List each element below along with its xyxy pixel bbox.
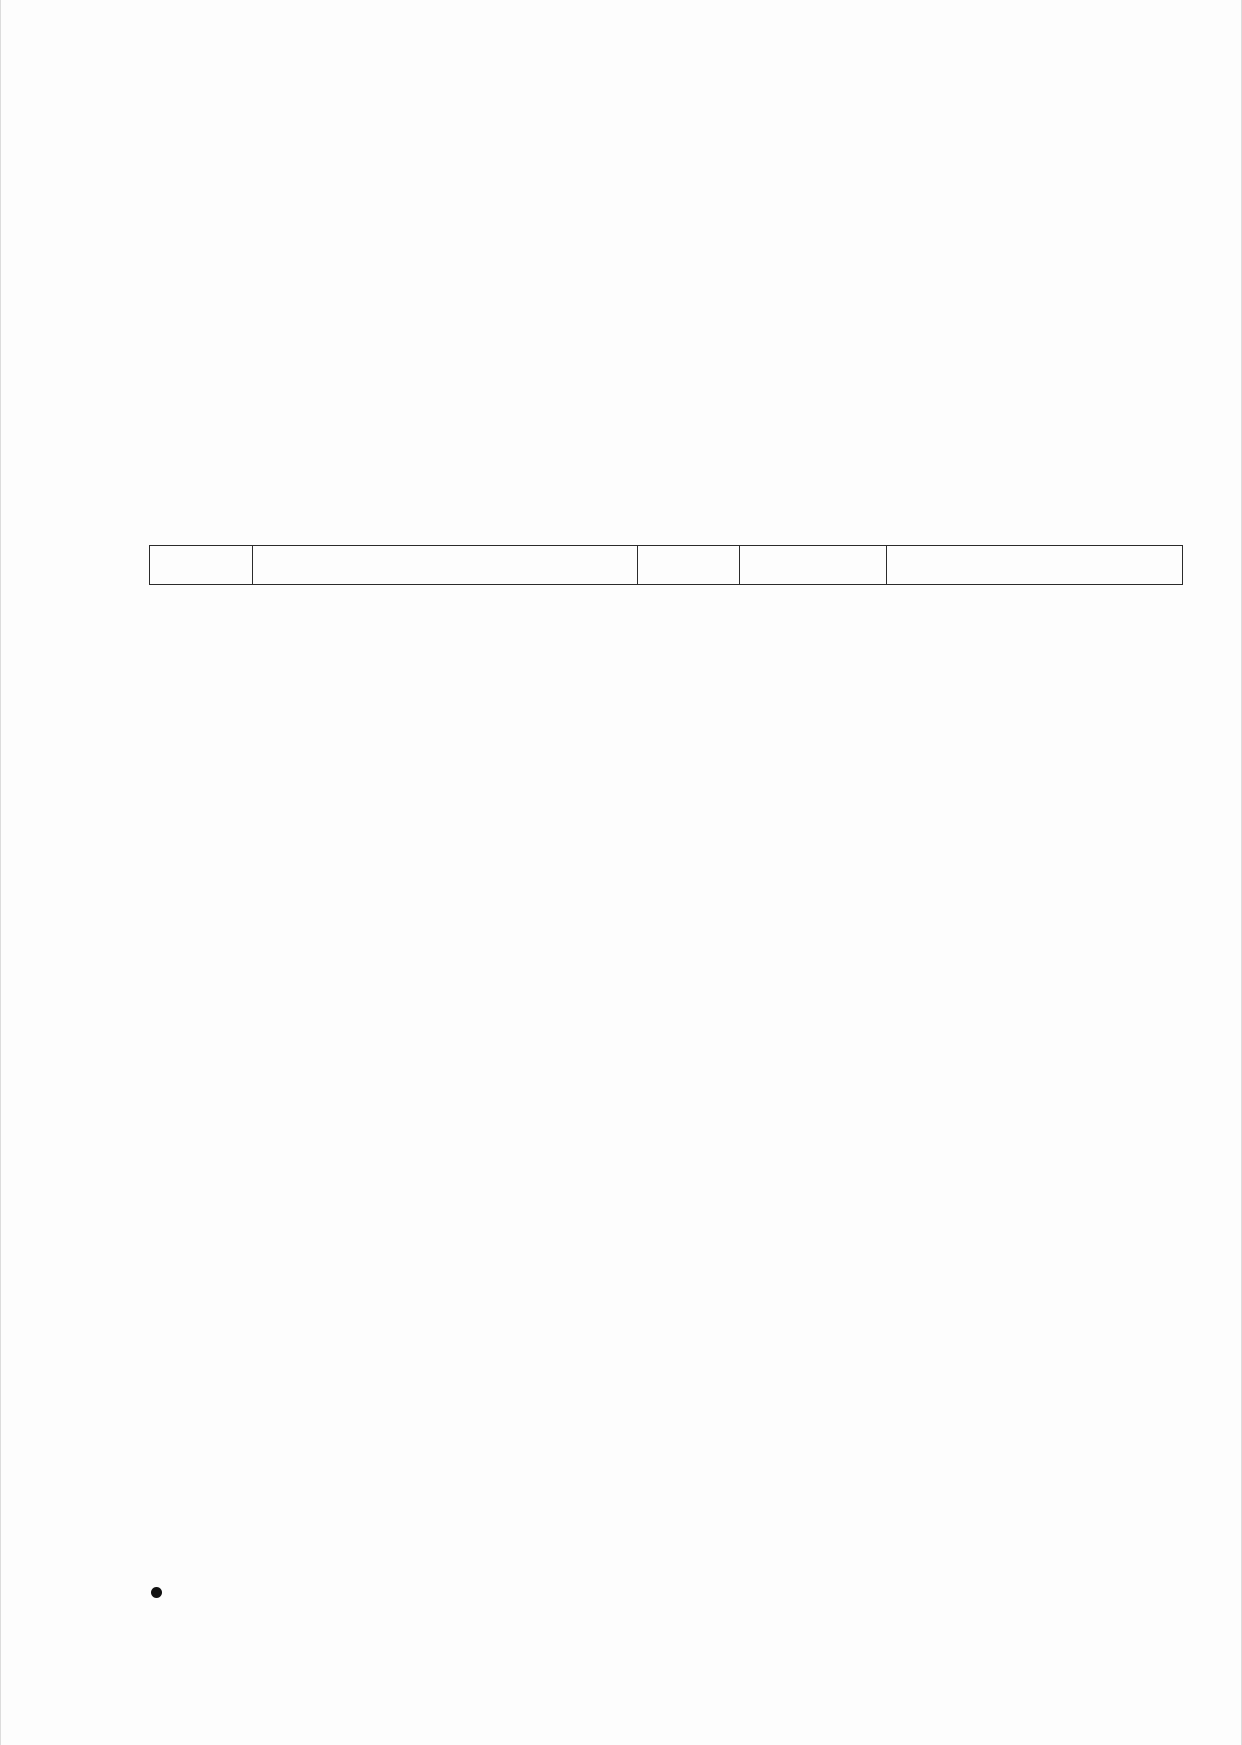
schedule-table [149,545,1183,585]
table-header-row [150,546,1183,585]
header-laps [637,546,740,585]
header-group [252,546,637,585]
header-heat [150,546,253,585]
empty-bullet [151,1587,162,1598]
header-distance [740,546,887,585]
header-start-time [887,546,1183,585]
